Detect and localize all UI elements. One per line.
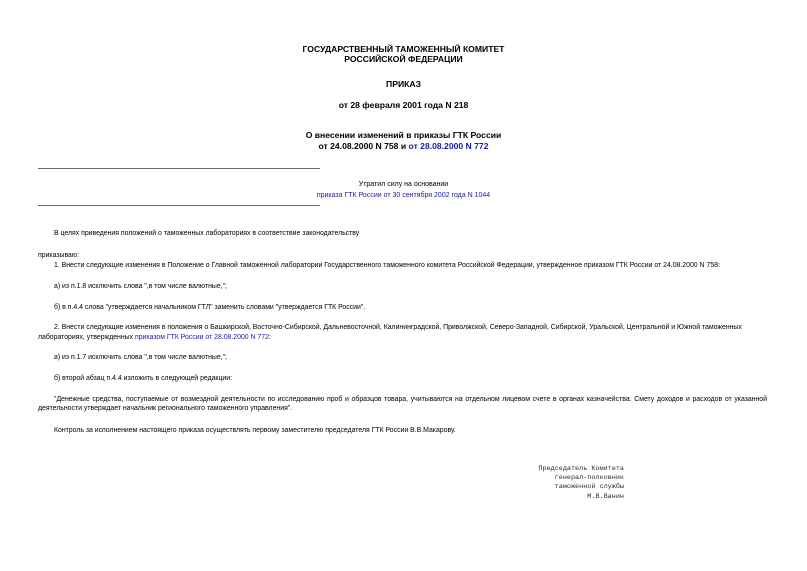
intro-paragraph: В целях приведения положений о таможенных лабораториях в соответствие законодательству (54, 230, 360, 237)
item-2-order-772-link[interactable]: приказом ГТК России от 28.08.2000 N 772 (134, 334, 269, 341)
quoted-paragraph: "Денежные средства, поступаемые от возмездной деятельности по исследованию проб и образцов товара, учитываются на отдельном лицевом счете в органах казначейства. Смету доходов и расходов от указанной деятельности утверждает начальник регионального таможенного управления". (38, 396, 767, 412)
document-subject-line1: О внесении изменений в приказы ГТК России (305, 130, 502, 140)
order-word: приказываю: (38, 252, 79, 259)
top-divider (38, 168, 320, 169)
item-1-sub-b: б) в п.4.4 слова "утверждается начальником ГТЛ" заменить словами "утверждается ГТК России". (54, 304, 366, 311)
item-2-sub-b: б) второй абзац п.4.4 изложить в следующей редакции: (54, 375, 233, 382)
signature-name: М.В.Ванин (587, 492, 624, 501)
agency-name-line1: ГОСУДАРСТВЕННЫЙ ТАМОЖЕННЫЙ КОМИТЕТ (302, 44, 505, 54)
item-1-sub-a: а) из п.1.8 исключить слова ",в том числе валютные,"; (54, 283, 227, 290)
item-2-sub-a: а) из п.1.7 исключить слова ",в том числе валютные,"; (54, 354, 227, 361)
status-note-link[interactable]: приказа ГТК России от 30 сентября 2002 года N 1044 (316, 192, 491, 199)
status-note-text: Утратил силу на основании (358, 181, 449, 188)
item-2-line1: 2. Внести следующие изменения в положения о Башкирской, Восточно-Сибирской, Дальневосточной, Калининградской, Приволжской, Северо-Западной, Сибирской, Уральской, Центральной и Южной таможенных (54, 324, 742, 331)
control-paragraph: Контроль за исполнением настоящего приказа осуществлять первому заместителю председателя ГТК России В.В.Макарову. (54, 427, 456, 434)
document-date-number: от 28 февраля 2001 года N 218 (338, 100, 469, 110)
subject-prefix: от 24.08.2000 N 758 и (318, 141, 409, 151)
item-2-prefix: лабораториях, утвержденных (38, 334, 135, 341)
signature-title: Председатель Комитета (538, 465, 624, 473)
signature-service: таможенной службы (554, 483, 624, 492)
signature-rank: генерал-полковник (554, 474, 624, 483)
item-1-paragraph: 1. Внести следующие изменения в Положение о Главной таможенной лаборатории Государственного таможенного комитета Российской Федерации, утвержденное приказом ГТК России от 24.08.2000 N 758: (54, 262, 720, 269)
bottom-divider (38, 205, 320, 206)
document-type: ПРИКАЗ (386, 79, 421, 89)
signature-block (538, 465, 624, 502)
document-subject-line2 (0, 141, 807, 151)
agency-name-line2: РОССИЙСКОЙ ФЕДЕРАЦИИ (344, 54, 463, 64)
item-2-suffix: : (268, 334, 271, 341)
item-2-line2 (38, 333, 271, 342)
subject-order-772-link[interactable]: от 28.08.2000 N 772 (408, 141, 489, 151)
